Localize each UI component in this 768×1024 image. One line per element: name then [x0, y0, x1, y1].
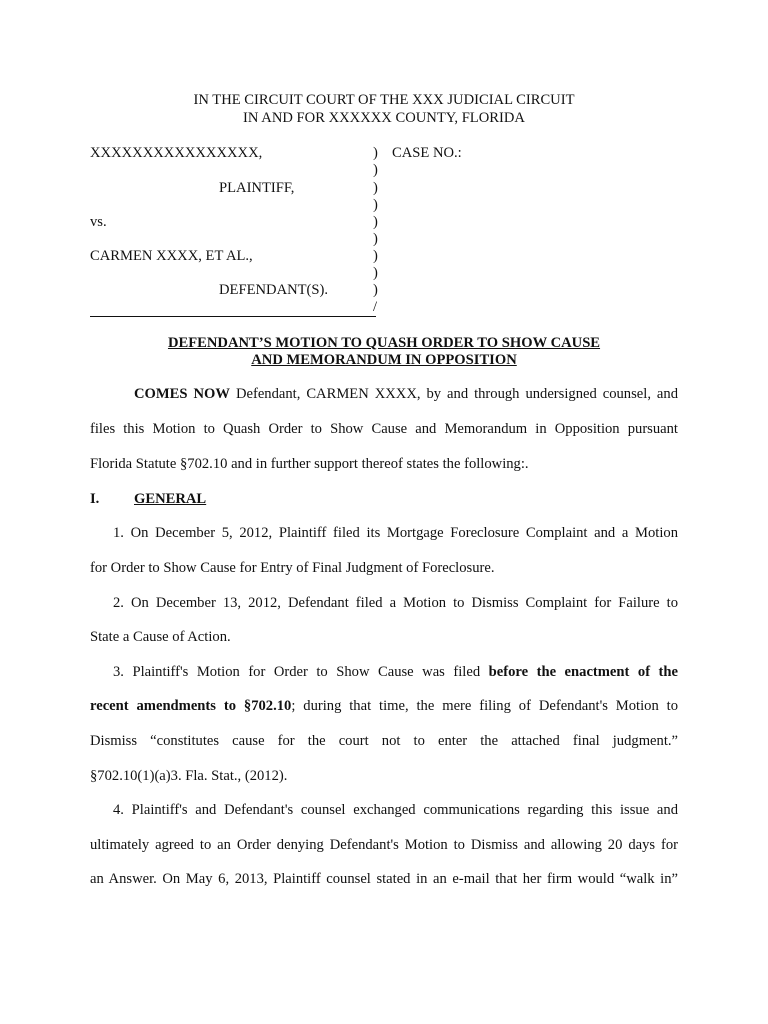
motion-title-line-2: AND MEMORANDUM IN OPPOSITION — [251, 352, 517, 368]
section-number: I. — [90, 491, 100, 507]
caption-paren: ) — [373, 197, 378, 213]
court-heading-line-2: IN AND FOR XXXXXX COUNTY, FLORIDA — [243, 110, 525, 126]
para-3-line-1: 3. Plaintiff's Motion for Order to Show Cause was filed before the enactment of the — [113, 664, 679, 680]
case-number-label: CASE NO.: — [392, 145, 462, 161]
caption-slash: / — [373, 299, 378, 315]
para-2-line-1: 2. On December 13, 2012, Defendant filed a Motion to Dismiss Complaint for Failure to — [113, 595, 678, 611]
para-1-line-1: 1. On December 5, 2012, Plaintiff filed its Mortgage Foreclosure Complaint and a Motion — [113, 525, 678, 541]
caption-paren: ) — [373, 145, 378, 161]
defendant-name: CARMEN XXXX, ET AL., — [90, 248, 253, 264]
para-3-line-4: §702.10(1)(a)3. Fla. Stat., (2012). — [90, 768, 288, 784]
caption-rule — [90, 316, 376, 317]
plaintiff-role: PLAINTIFF, — [219, 180, 295, 196]
para-3-line-2: recent amendments to §702.10; during that time, the mere filing of Defendant's Motion to — [90, 698, 679, 714]
intro-line-1: COMES NOW Defendant, CARMEN XXXX, by and through undersigned counsel, and — [134, 386, 678, 402]
caption-paren: ) — [373, 265, 378, 281]
para-4-line-1: 4. Plaintiff's and Defendant's counsel exchanged communications regarding this issue and — [113, 802, 678, 818]
para-3-line-3: Dismiss “constitutes cause for the court not to enter the attached final judgment.” — [90, 733, 678, 749]
para-4-line-3: an Answer. On May 6, 2013, Plaintiff counsel stated in an e-mail that her firm would “walk in” — [90, 871, 678, 887]
intro-line-3: Florida Statute §702.10 and in further support thereof states the following:. — [90, 456, 529, 472]
caption-paren: ) — [373, 162, 378, 178]
para-4-line-2: ultimately agreed to an Order denying Defendant's Motion to Dismiss and allowing 20 days for — [90, 837, 678, 853]
caption-paren: ) — [373, 248, 378, 264]
versus: vs. — [90, 214, 107, 230]
caption-paren: ) — [373, 231, 378, 247]
motion-title-line-1: DEFENDANT’S MOTION TO QUASH ORDER TO SHOW CAUSE — [167, 335, 601, 351]
caption-paren: ) — [373, 214, 378, 230]
section-heading: GENERAL — [134, 491, 207, 507]
para-1-line-2: for Order to Show Cause for Entry of Final Judgment of Foreclosure. — [90, 560, 495, 576]
defendant-role: DEFENDANT(S). — [219, 282, 329, 298]
comes-now-phrase: COMES NOW — [134, 386, 230, 402]
caption-paren: ) — [373, 282, 378, 298]
court-heading-line-1: IN THE CIRCUIT COURT OF THE XXX JUDICIAL CIRCUIT — [193, 92, 575, 108]
caption-paren: ) — [373, 180, 378, 196]
intro-line-2: files this Motion to Quash Order to Show Cause and Memorandum in Opposition pursuant — [90, 421, 678, 437]
plaintiff-name: XXXXXXXXXXXXXXXX, — [90, 145, 263, 161]
para-2-line-2: State a Cause of Action. — [90, 629, 231, 645]
